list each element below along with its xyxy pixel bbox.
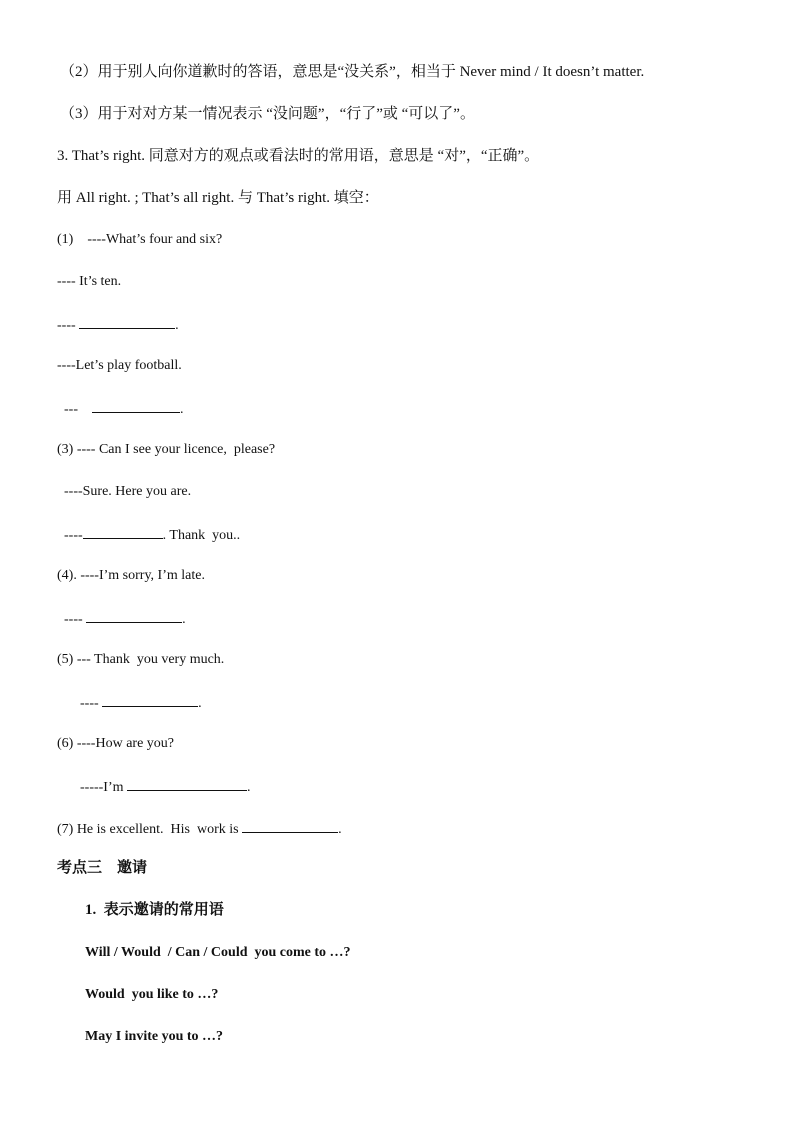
example-1: Will / Would / Can / Could you come to …? <box>85 945 351 960</box>
question-7 <box>57 818 342 840</box>
q2-prefix: --- <box>64 402 92 417</box>
question-4: (4). ----I’m sorry, I’m late. <box>57 568 205 583</box>
q3-suffix: . Thank you.. <box>162 528 241 543</box>
question-1-line-a: ---- It’s ten. <box>57 274 122 289</box>
q1-suffix: . <box>175 318 179 333</box>
question-4-answer <box>64 608 186 630</box>
question-2-answer <box>64 398 184 420</box>
text-line-2: （2）用于别人向你道歉时的答语，意思是“没关系”，相当于 Never mind / It doesn’t matter. <box>60 64 645 80</box>
question-2: ----Let’s play football. <box>57 358 182 373</box>
q4-suffix: . <box>182 612 186 627</box>
q7-suffix: . <box>338 822 342 837</box>
answer-blank-1[interactable] <box>79 314 175 329</box>
answer-blank-7[interactable] <box>242 818 338 833</box>
text-point-3: 3. That’s right. 同意对方的观点或看法时的常用语，意思是 “对”，“正确”。 <box>57 148 540 164</box>
question-3-answer <box>64 524 240 546</box>
q5-suffix: . <box>198 696 202 711</box>
example-3: May I invite you to …? <box>85 1029 224 1044</box>
question-1: (1) ----What’s four and six? <box>57 232 223 247</box>
question-5-answer <box>80 692 202 714</box>
q3-prefix: ---- <box>64 528 83 543</box>
section-heading: 考点三 邀请 <box>57 860 148 876</box>
q6-suffix: . <box>247 780 251 795</box>
exercise-instruction: 用 All right. ; That’s all right. 与 That’s right. 填空： <box>57 190 379 206</box>
question-3-line-a: ----Sure. Here you are. <box>64 484 192 499</box>
example-2: Would you like to …? <box>85 987 219 1002</box>
q4-prefix: ---- <box>64 612 87 627</box>
answer-blank-5[interactable] <box>102 692 198 707</box>
subsection-heading: 1. 表示邀请的常用语 <box>85 902 224 918</box>
q6-prefix: -----I’m <box>80 780 128 795</box>
q2-suffix: . <box>180 402 184 417</box>
q7-prefix: (7) He is excellent. His work is <box>57 822 243 837</box>
question-3: (3) ---- Can I see your licence, please? <box>57 442 276 457</box>
answer-blank-2[interactable] <box>92 398 180 413</box>
question-5: (5) --- Thank you very much. <box>57 652 225 667</box>
question-6-answer <box>80 776 251 798</box>
question-1-answer <box>57 314 179 336</box>
question-6: (6) ----How are you? <box>57 736 174 751</box>
q5-prefix: ---- <box>80 696 103 711</box>
text-line-3: （3）用于对对方某一情况表示 “没问题”，“行了”或 “可以了”。 <box>60 106 475 122</box>
answer-blank-3[interactable] <box>83 524 163 539</box>
answer-blank-6[interactable] <box>127 776 247 791</box>
answer-blank-4[interactable] <box>86 608 182 623</box>
q1-prefix: ---- <box>57 318 80 333</box>
